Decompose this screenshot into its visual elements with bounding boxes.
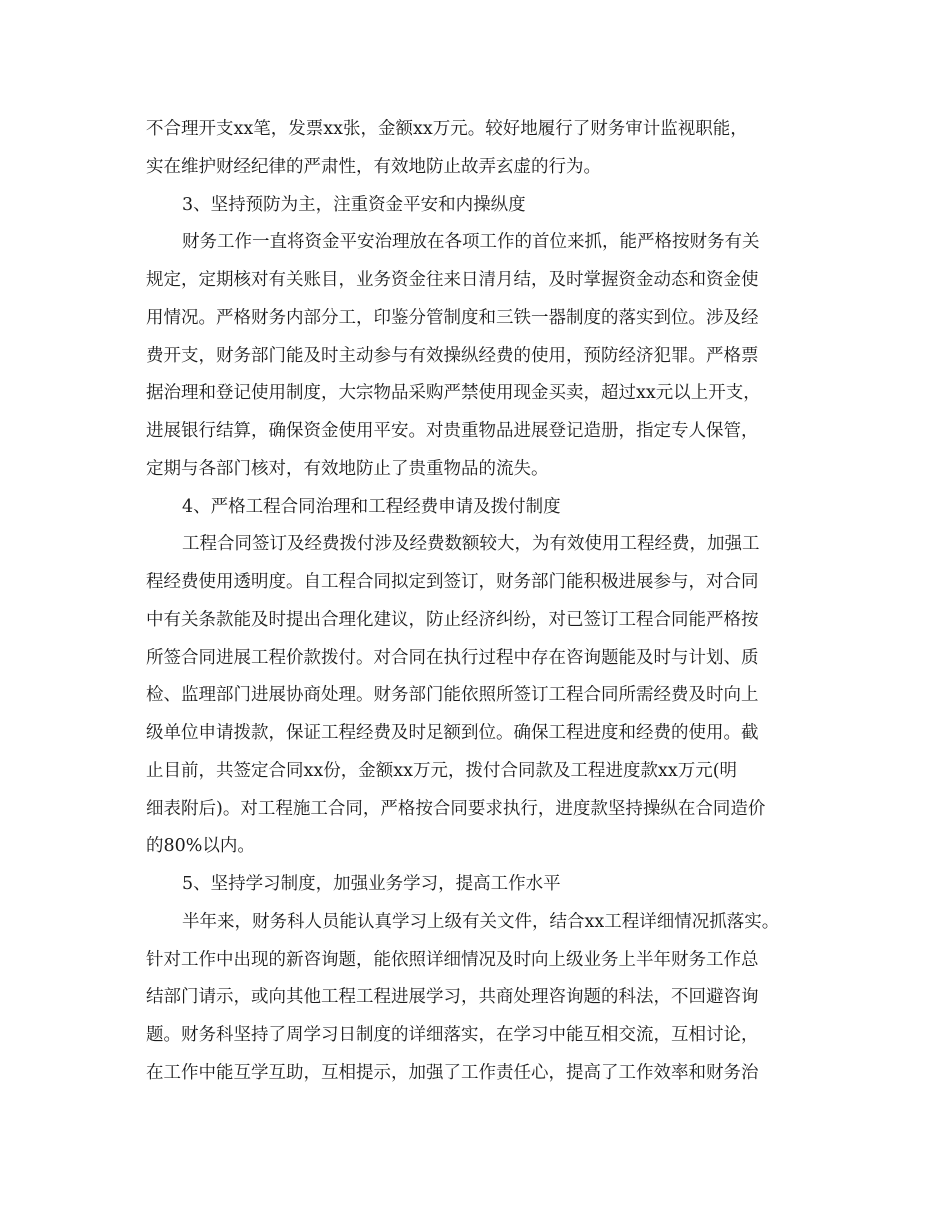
paragraph-line: 程经费使用透明度。自工程合同拟定到签订，财务部门能积极进展参与，对合同 bbox=[146, 572, 759, 592]
paragraph-line: 题。财务科坚持了周学习日制度的详细落实，在学习中能互相交流，互相讨论， bbox=[146, 1025, 759, 1045]
paragraph-line: 规定，定期核对有关账目，业务资金往来日清月结，及时掌握资金动态和资金使 bbox=[146, 270, 759, 290]
paragraph-first-line: 4、严格工程合同治理和工程经费申请及拨付制度 bbox=[182, 496, 561, 517]
body-text bbox=[146, 111, 826, 1093]
paragraph-first-line: 财务工作一直将资金平安治理放在各项工作的首位来抓，能严格按财务有关 bbox=[182, 232, 760, 253]
paragraph-first-line: 5、坚持学习制度，加强业务学习，提高工作水平 bbox=[182, 874, 561, 894]
paragraph-first-line: 3、坚持预防为主，注重资金平安和内操纵度 bbox=[182, 194, 526, 215]
paragraph-line: 止目前，共签定合同xx份，金额xx万元，拨付合同款及工程进度款xx万元(明 bbox=[146, 760, 738, 781]
paragraph-line: 级单位申请拨款，保证工程经费及时足额到位。确保工程进度和经费的使用。截 bbox=[146, 723, 759, 743]
paragraph-line: 费开支，财务部门能及时主动参与有效操纵经费的使用，预防经济犯罪。严格票 bbox=[146, 345, 759, 366]
paragraph-line: 针对工作中出现的新咨询题，能依照详细情况及时向上级业务上半年财务工作总 bbox=[146, 949, 759, 970]
paragraph-line: 检、监理部门进展协商处理。财务部门能依照所签订工程合同所需经费及时向上 bbox=[146, 685, 759, 706]
paragraph-line: 在工作中能互学互助，互相提示，加强了工作责任心，提高了工作效率和财务治 bbox=[146, 1062, 759, 1083]
paragraph-line: 不合理开支xx笔，发票xx张，金额xx万元。较好地履行了财务审计监视职能， bbox=[146, 119, 748, 139]
paragraph-first-line: 工程合同签订及经费拨付涉及经费数额较大，为有效使用工程经费，加强工 bbox=[182, 534, 760, 555]
paragraph-line: 进展银行结算，确保资金使用平安。对贵重物品进展登记造册，指定专人保管， bbox=[146, 421, 759, 441]
paragraph-line: 定期与各部门核对，有效地防止了贵重物品的流失。 bbox=[146, 458, 549, 479]
paragraph-line: 结部门请示，或向其他工程工程进展学习，共商处理咨询题的科法，不回避咨询 bbox=[146, 987, 759, 1008]
paragraph-line: 所签合同进展工程价款拨付。对合同在执行过程中存在咨询题能及时与计划、质 bbox=[146, 647, 759, 668]
paragraph-line: 的80%以内。 bbox=[146, 836, 255, 857]
paragraph-line: 用情况。严格财务内部分工，印鉴分管制度和三铁一器制度的落实到位。涉及经 bbox=[146, 307, 759, 328]
paragraph-line: 实在维护财经纪律的严肃性，有效地防止故弄玄虚的行为。 bbox=[146, 156, 601, 177]
paragraph-line: 细表附后)。对工程施工合同，严格按合同要求执行，进度款坚持操纵在合同造价 bbox=[146, 798, 766, 819]
paragraph-line: 中有关条款能及时提出合理化建议，防止经济纠纷，对已签订工程合同能严格按 bbox=[146, 609, 759, 630]
paragraph-first-line: 半年来，财务科人员能认真学习上级有关文件，结合xx工程详细情况抓落实。 bbox=[182, 911, 780, 932]
paragraph-line: 据治理和登记使用制度，大宗物品采购严禁使用现金买卖，超过xx元以上开支， bbox=[146, 383, 761, 404]
